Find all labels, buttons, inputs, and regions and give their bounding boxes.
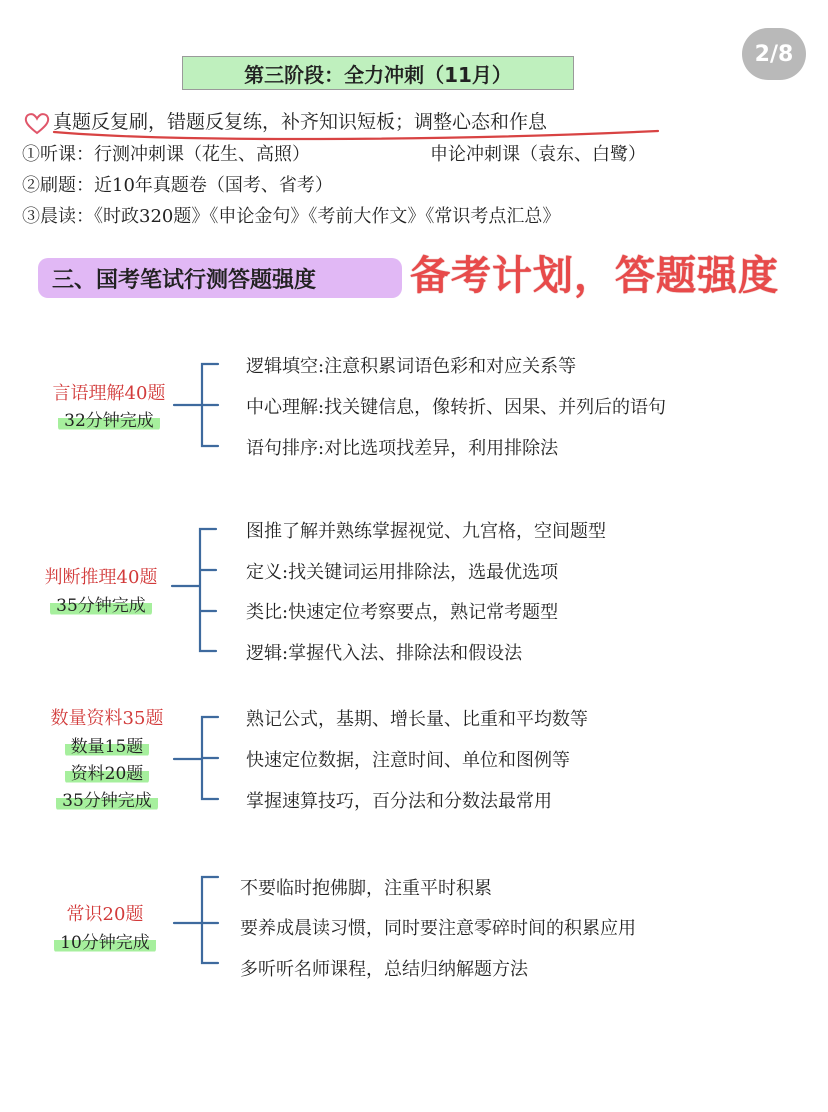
- branch-point: 逻辑:掌握代入法、排除法和假设法: [246, 643, 523, 664]
- bracket-connector: [168, 515, 248, 665]
- branch-point: 图推了解并熟练掌握视觉、九宫格，空间题型: [246, 521, 606, 542]
- category-time: 35分钟完成: [56, 791, 158, 811]
- section-banner: 备考计划，答题强度: [410, 253, 779, 299]
- bracket-connector: [170, 703, 250, 813]
- category-label: 判断推理40题: [44, 567, 158, 588]
- branch-point: 不要临时抱佛脚，注重平时积累: [240, 878, 492, 899]
- bracket-connector: [170, 863, 250, 978]
- category-time: 32分钟完成: [58, 411, 160, 431]
- stage-title: 第三阶段：全力冲刺（11月）: [182, 56, 574, 90]
- stage-item-practice: ②刷题：近10年真题卷（国考、省考）: [22, 175, 333, 196]
- category-label: 数量资料35题: [50, 708, 164, 729]
- branch-point: 快速定位数据，注意时间、单位和图例等: [246, 750, 570, 771]
- category-time-wrap: [36, 928, 174, 953]
- branch-point: 定义:找关键词运用排除法，选最优选项: [246, 562, 559, 583]
- category-sublabel: 资料20题: [65, 764, 150, 784]
- branch-point: 语句排序:对比选项找差异，利用排除法: [246, 438, 559, 459]
- page-indicator[interactable]: 2/8: [742, 28, 806, 80]
- category-time: 10分钟完成: [54, 933, 156, 953]
- branch-point: 中心理解:找关键信息，像转折、因果、并列后的语句: [246, 397, 667, 418]
- category-label: 常识20题: [66, 904, 144, 925]
- stage-intro: 真题反复刷，错题反复练，补齐知识短板；调整心态和作息: [53, 111, 548, 133]
- category-time-wrap: [38, 786, 176, 811]
- stage-item-morning-reading: ③晨读：《时政320题》《申论金句》《考前大作文》《常识考点汇总》: [22, 206, 561, 227]
- category-sublabel-wrap: [38, 732, 176, 757]
- category-label: 言语理解40题: [52, 383, 166, 404]
- category-time-wrap: [40, 406, 178, 431]
- branch-point: 熟记公式，基期、增长量、比重和平均数等: [246, 709, 588, 730]
- bracket-connector: [170, 350, 250, 460]
- stage-item-course-xingce: ①听课：行测冲刺课（花生、高照）: [22, 144, 310, 165]
- branch-point: 要养成晨读习惯，同时要注意零碎时间的积累应用: [240, 918, 636, 939]
- branch-point: 掌握速算技巧，百分法和分数法最常用: [246, 791, 552, 812]
- branch-point: 逻辑填空:注意积累词语色彩和对应关系等: [246, 356, 577, 377]
- branch-point: 类比:快速定位考察要点，熟记常考题型: [246, 602, 559, 623]
- category-sublabel: 数量15题: [65, 737, 150, 757]
- category-time: 35分钟完成: [50, 596, 152, 616]
- category-sublabel-wrap: [38, 759, 176, 784]
- section-title: 三、国考笔试行测答题强度: [38, 258, 402, 298]
- branch-point: 多听听名师课程，总结归纳解题方法: [240, 959, 528, 980]
- stage-item-course-shenlun: 申论冲刺课（袁东、白鹭）: [430, 144, 646, 165]
- category-time-wrap: [32, 591, 170, 616]
